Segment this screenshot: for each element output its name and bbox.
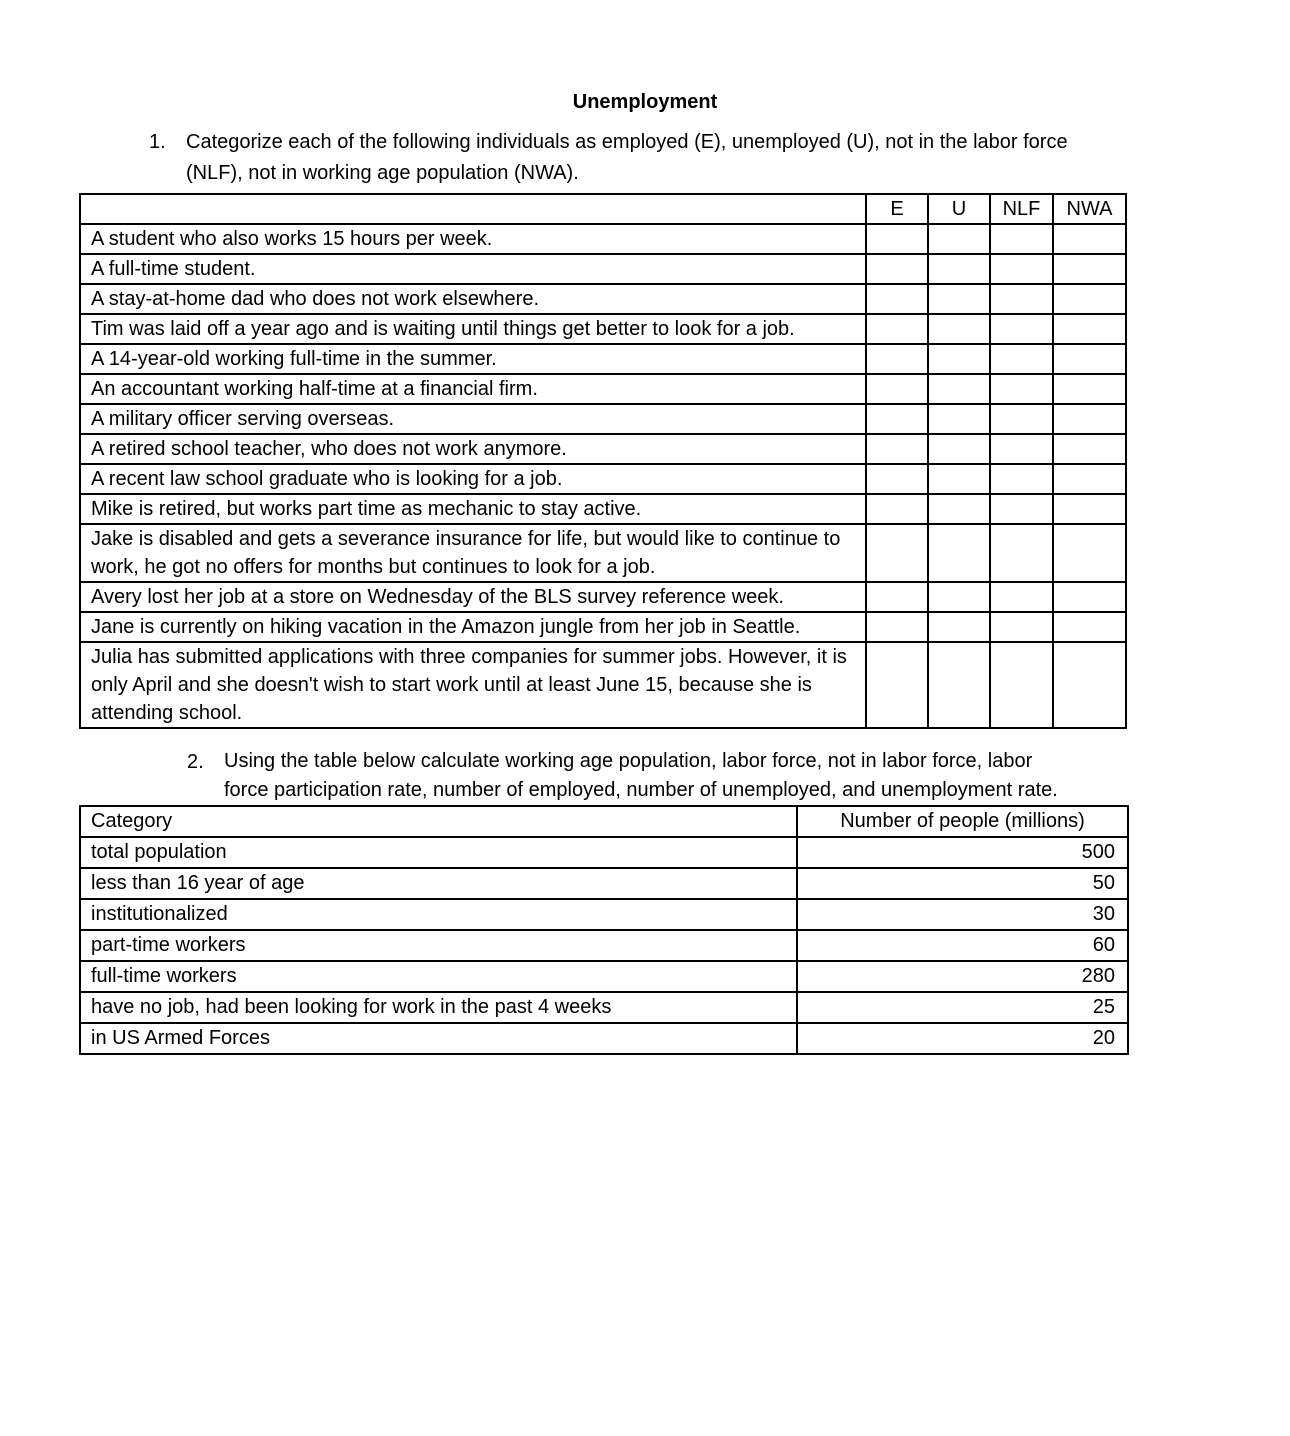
answer-cell-u[interactable] — [928, 344, 990, 374]
value-cell: 20 — [797, 1023, 1128, 1054]
page-title: Unemployment — [572, 91, 718, 113]
row-description: Avery lost her job at a store on Wednesday of the BLS survey reference week. — [80, 582, 866, 612]
category-cell: have no job, had been looking for work in the past 4 weeks — [80, 992, 797, 1023]
question-2-text — [224, 747, 1058, 805]
answer-cell-nlf[interactable] — [990, 612, 1053, 642]
table-row — [80, 837, 1128, 868]
answer-cell-nlf[interactable] — [990, 254, 1053, 284]
answer-cell-e[interactable] — [866, 314, 928, 344]
header-nwa: NWA — [1053, 194, 1126, 224]
table-row — [80, 404, 1126, 434]
answer-cell-e[interactable] — [866, 374, 928, 404]
answer-cell-nlf[interactable] — [990, 374, 1053, 404]
row-description: A military officer serving overseas. — [80, 404, 866, 434]
question-2 — [187, 747, 1147, 809]
row-description: An accountant working half-time at a financial firm. — [80, 374, 866, 404]
answer-cell-e[interactable] — [866, 612, 928, 642]
answer-cell-nwa[interactable] — [1053, 224, 1126, 254]
value-cell: 25 — [797, 992, 1128, 1023]
answer-cell-nlf[interactable] — [990, 494, 1053, 524]
value-cell: 30 — [797, 899, 1128, 930]
answer-cell-nlf[interactable] — [990, 524, 1053, 582]
answer-cell-u[interactable] — [928, 642, 990, 728]
value-cell: 500 — [797, 837, 1128, 868]
answer-cell-nlf[interactable] — [990, 314, 1053, 344]
answer-cell-u[interactable] — [928, 374, 990, 404]
table-row — [80, 314, 1126, 344]
answer-cell-u[interactable] — [928, 582, 990, 612]
answer-cell-nlf[interactable] — [990, 284, 1053, 314]
table-row — [80, 434, 1126, 464]
table-row — [80, 374, 1126, 404]
table-row — [80, 284, 1126, 314]
answer-cell-nwa[interactable] — [1053, 254, 1126, 284]
answer-cell-u[interactable] — [928, 224, 990, 254]
answer-cell-nwa[interactable] — [1053, 314, 1126, 344]
answer-cell-e[interactable] — [866, 524, 928, 582]
answer-cell-u[interactable] — [928, 464, 990, 494]
answer-cell-nlf[interactable] — [990, 642, 1053, 728]
table-row — [80, 582, 1126, 612]
answer-cell-nlf[interactable] — [990, 404, 1053, 434]
answer-cell-e[interactable] — [866, 582, 928, 612]
category-cell: in US Armed Forces — [80, 1023, 797, 1054]
question-1-number: 1. — [149, 131, 166, 153]
answer-cell-e[interactable] — [866, 404, 928, 434]
table-row — [80, 642, 1126, 728]
header-nlf: NLF — [990, 194, 1053, 224]
row-description: A student who also works 15 hours per week. — [80, 224, 866, 254]
answer-cell-e[interactable] — [866, 254, 928, 284]
table-row — [80, 254, 1126, 284]
table-row — [80, 1023, 1128, 1054]
row-description: A full-time student. — [80, 254, 866, 284]
answer-cell-nwa[interactable] — [1053, 464, 1126, 494]
classification-header-blank — [80, 194, 866, 224]
answer-cell-u[interactable] — [928, 524, 990, 582]
table-row — [80, 930, 1128, 961]
answer-cell-u[interactable] — [928, 494, 990, 524]
row-description: Tim was laid off a year ago and is waiting until things get better to look for a job. — [80, 314, 866, 344]
population-table — [79, 805, 1129, 1055]
question-2-number: 2. — [187, 751, 204, 773]
header-u: U — [928, 194, 990, 224]
table-row — [80, 612, 1126, 642]
answer-cell-u[interactable] — [928, 314, 990, 344]
answer-cell-e[interactable] — [866, 494, 928, 524]
question-1-line-2: (NLF), not in working age population (NWA). — [186, 162, 579, 184]
answer-cell-nwa[interactable] — [1053, 374, 1126, 404]
answer-cell-e[interactable] — [866, 464, 928, 494]
category-cell: part-time workers — [80, 930, 797, 961]
answer-cell-e[interactable] — [866, 344, 928, 374]
row-description: A stay-at-home dad who does not work elsewhere. — [80, 284, 866, 314]
answer-cell-nwa[interactable] — [1053, 612, 1126, 642]
header-number-of-people: Number of people (millions) — [797, 806, 1128, 837]
category-cell: less than 16 year of age — [80, 868, 797, 899]
question-1-line-1: Categorize each of the following individuals as employed (E), unemployed (U), not in the labor force — [186, 131, 1068, 153]
row-description: Jake is disabled and gets a severance insurance for life, but would like to continue to work, he got no offers for months but continues to look for a job. — [80, 524, 866, 582]
table-row — [80, 899, 1128, 930]
header-e: E — [866, 194, 928, 224]
table-row — [80, 524, 1126, 582]
row-description: A 14-year-old working full-time in the summer. — [80, 344, 866, 374]
answer-cell-nlf[interactable] — [990, 582, 1053, 612]
row-description: Julia has submitted applications with three companies for summer jobs. However, it is only April and she doesn't wish to start work until at least June 15, because she is attending school. — [80, 642, 866, 728]
table-row — [80, 464, 1126, 494]
answer-cell-nwa[interactable] — [1053, 344, 1126, 374]
question-2-line-1: Using the table below calculate working age population, labor force, not in labor force, labor — [224, 750, 1033, 772]
category-cell: total population — [80, 837, 797, 868]
answer-cell-nlf[interactable] — [990, 344, 1053, 374]
question-2-line-2: force participation rate, number of employed, number of unemployed, and unemployment rate. — [224, 779, 1058, 801]
value-cell: 50 — [797, 868, 1128, 899]
answer-cell-u[interactable] — [928, 284, 990, 314]
category-cell: institutionalized — [80, 899, 797, 930]
value-cell: 60 — [797, 930, 1128, 961]
answer-cell-nwa[interactable] — [1053, 494, 1126, 524]
table-row — [80, 344, 1126, 374]
table-row — [80, 961, 1128, 992]
answer-cell-e[interactable] — [866, 434, 928, 464]
table-row — [80, 868, 1128, 899]
answer-cell-u[interactable] — [928, 612, 990, 642]
row-description: A retired school teacher, who does not work anymore. — [80, 434, 866, 464]
answer-cell-e[interactable] — [866, 224, 928, 254]
table-row — [80, 494, 1126, 524]
table-row — [80, 224, 1126, 254]
answer-cell-e[interactable] — [866, 642, 928, 728]
answer-cell-nlf[interactable] — [990, 434, 1053, 464]
header-category: Category — [80, 806, 797, 837]
answer-cell-nwa[interactable] — [1053, 642, 1126, 728]
answer-cell-u[interactable] — [928, 254, 990, 284]
population-header-row — [80, 806, 1128, 837]
classification-table — [79, 193, 1127, 729]
table-row — [80, 992, 1128, 1023]
answer-cell-nlf[interactable] — [990, 464, 1053, 494]
answer-cell-nwa[interactable] — [1053, 582, 1126, 612]
answer-cell-nwa[interactable] — [1053, 524, 1126, 582]
category-cell: full-time workers — [80, 961, 797, 992]
answer-cell-nlf[interactable] — [990, 224, 1053, 254]
answer-cell-u[interactable] — [928, 434, 990, 464]
answer-cell-nwa[interactable] — [1053, 434, 1126, 464]
question-1-text — [186, 127, 1068, 189]
row-description: A recent law school graduate who is looking for a job. — [80, 464, 866, 494]
row-description: Mike is retired, but works part time as mechanic to stay active. — [80, 494, 866, 524]
classification-header-row — [80, 194, 1126, 224]
row-description: Jane is currently on hiking vacation in the Amazon jungle from her job in Seattle. — [80, 612, 866, 642]
answer-cell-nwa[interactable] — [1053, 284, 1126, 314]
answer-cell-nwa[interactable] — [1053, 404, 1126, 434]
answer-cell-e[interactable] — [866, 284, 928, 314]
answer-cell-u[interactable] — [928, 404, 990, 434]
value-cell: 280 — [797, 961, 1128, 992]
question-1 — [149, 127, 1149, 191]
